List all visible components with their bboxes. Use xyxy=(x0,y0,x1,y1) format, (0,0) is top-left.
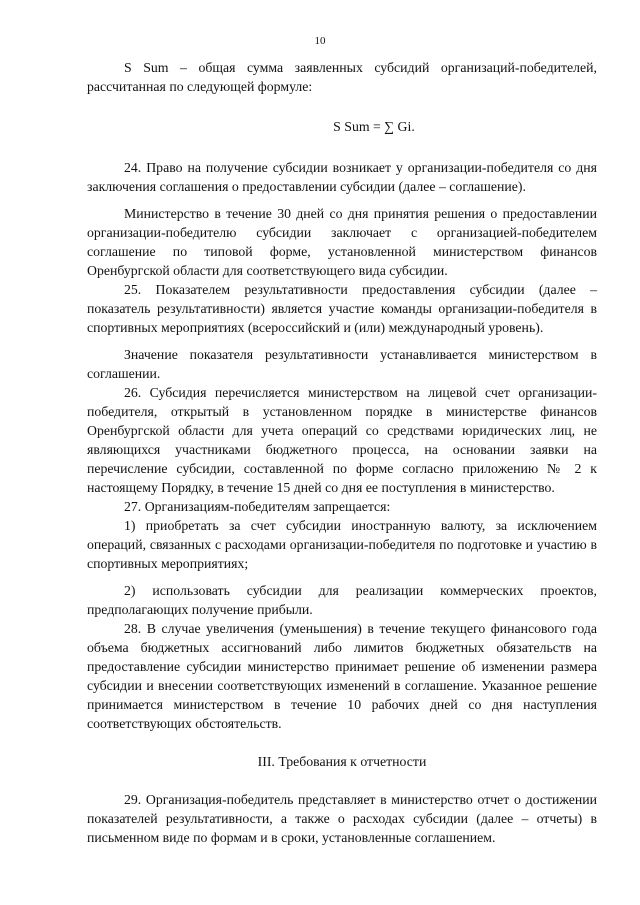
paragraph-ssum-definition: S Sum – общая сумма заявленных субсидий организаций-победителей, рассчитанная по следующей формуле: xyxy=(87,60,597,94)
paragraph-27: 27. Организациям-победителям запрещается: xyxy=(124,499,391,514)
paragraph-24-agreement: Министерство в течение 30 дней со дня принятия решения о предоставлении организации-победителю субсидии заключает с организацией-победителем соглашение по типовой форме, установленной министерством финансов Оренбургской области для соответствующего вида субсидии. xyxy=(87,206,597,278)
section-title: III. Требования к отчетности xyxy=(257,754,427,769)
paragraph-25: 25. Показателем результативности предоставления субсидии (далее – показатель результативности) является участие команды организации-победителя в спортивных мероприятиях (всероссийский и (или) международный уровень). xyxy=(87,282,597,335)
paragraph-27-item-1: 1) приобретать за счет субсидии иностранную валюту, за исключением операций, связанных с расходами организации-победителя по подготовке и участию в спортивных мероприятиях; xyxy=(87,518,597,571)
page-number: 10 xyxy=(314,35,326,47)
formula: S Sum = ∑ Gi. xyxy=(333,119,415,134)
paragraph-26: 26. Субсидия перечисляется министерством на лицевой счет организации-победителя, открытый в установленном порядке в министерстве финансов Оренбургской области для учета операций со средствами юридических лиц, не являющихся участниками бюджетного процесса, на основании заявки на перечисление субсидии, составленной по форме согласно приложению № 2 к настоящему Порядку, в течение 15 дней со дня ее поступления в министерство. xyxy=(87,385,597,495)
document-body xyxy=(87,58,597,847)
paragraph-27-item-2: 2) использовать субсидии для реализации коммерческих проектов, предполагающих получение прибыли. xyxy=(87,583,597,617)
paragraph-24: 24. Право на получение субсидии возникает у организации-победителя со дня заключения соглашения о предоставлении субсидии (далее – соглашение). xyxy=(87,160,597,194)
paragraph-25-value: Значение показателя результативности устанавливается министерством в соглашении. xyxy=(87,347,597,381)
paragraph-28: 28. В случае увеличения (уменьшения) в течение текущего финансового года объема бюджетных ассигнований либо лимитов бюджетных обязательств на предоставление субсидии министерство принимает решение об изменении размера субсидии и внесении соответствующих изменений в соглашение. Указанное решение принимается министерством в течение 10 рабочих дней со дня наступления соответствующих обстоятельств. xyxy=(87,621,597,731)
paragraph-29: 29. Организация-победитель представляет в министерство отчет о достижении показателей результативности, а также о расходах субсидии (далее – отчеты) в письменном виде по формам и в сроки, установленные соглашением. xyxy=(87,792,597,845)
